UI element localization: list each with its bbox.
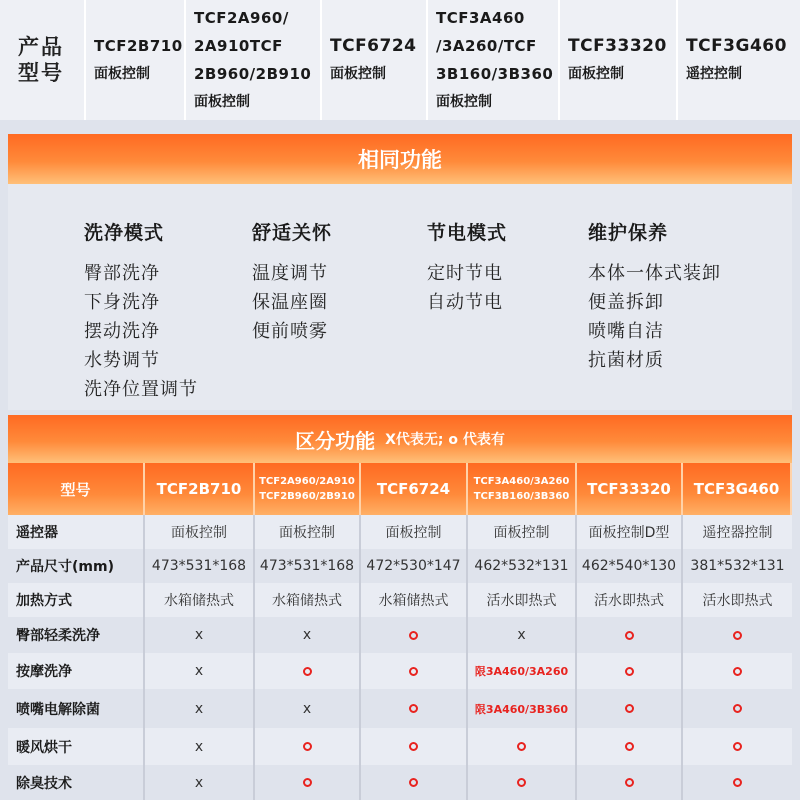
x-no-icon: x	[302, 627, 312, 643]
feature-yes-cell	[577, 728, 683, 765]
circle-yes-icon	[409, 667, 418, 676]
value-cell: 面板控制	[468, 515, 577, 549]
circle-yes-icon	[625, 704, 634, 713]
feature-yes-cell	[683, 689, 792, 728]
value-cell: 462*532*131	[468, 549, 577, 583]
circle-yes-icon	[409, 704, 418, 713]
limited-note: 限3A460/3B360	[474, 702, 569, 716]
feature-yes-cell	[577, 653, 683, 689]
value-cell: 活水即热式	[577, 583, 683, 617]
x-no-icon: x	[194, 663, 204, 679]
model-name: /3A260/TCF	[436, 37, 537, 55]
feature-yes-cell	[683, 728, 792, 765]
group-item: 下身洗净	[84, 292, 160, 313]
group-item: 水势调节	[84, 350, 160, 371]
value-cell: 活水即热式	[702, 593, 773, 609]
label-line-1: 产品	[18, 35, 64, 59]
row-label: 遥控器	[8, 515, 145, 549]
model-control: 面板控制	[94, 66, 150, 82]
feature-yes-cell	[361, 765, 468, 800]
feature-no-cell	[145, 728, 255, 765]
comparison-row	[8, 689, 792, 728]
group-power-save	[427, 218, 507, 317]
product-model-label	[0, 0, 84, 120]
model-name: TCF3G460	[686, 36, 787, 56]
group-item: 自动节电	[427, 292, 503, 313]
model-name: 2B960/2B910	[194, 65, 312, 83]
comparison-header-row	[8, 463, 792, 515]
same-functions-panel	[8, 184, 792, 410]
row-label: 加热方式	[8, 583, 145, 617]
group-item: 温度调节	[252, 263, 328, 284]
group-item: 本体一体式装卸	[588, 263, 721, 284]
model-col-3	[320, 0, 426, 120]
circle-yes-icon	[303, 667, 312, 676]
circle-yes-icon	[625, 631, 634, 640]
circle-yes-icon	[733, 742, 742, 751]
same-functions-title: 相同功能	[358, 148, 442, 172]
value-cell: 381*532*131	[690, 558, 785, 574]
group-wash-mode	[84, 218, 198, 404]
x-no-icon: x	[302, 700, 312, 717]
circle-yes-icon	[733, 631, 742, 640]
header-model-cell	[468, 463, 577, 515]
header-model-cell	[145, 463, 255, 515]
model-name: TCF3A460	[436, 9, 525, 27]
header-model-text: TCF2A960/2A910	[259, 476, 355, 487]
value-cell: 水箱储热式	[145, 583, 255, 617]
feature-yes-cell	[468, 765, 577, 800]
circle-yes-icon	[303, 742, 312, 751]
value-cell: 水箱储热式	[361, 583, 468, 617]
legend-note: X代表无; o 代表有	[385, 432, 505, 448]
feature-yes-cell	[683, 653, 792, 689]
model-name: TCF2A960/	[194, 9, 289, 27]
model-name: TCF6724	[330, 36, 417, 56]
model-control: 面板控制	[330, 66, 386, 82]
circle-yes-icon	[517, 742, 526, 751]
feature-yes-cell	[255, 653, 361, 689]
model-col-6	[676, 0, 800, 120]
group-head: 维护保养	[588, 222, 669, 244]
feature-no-cell	[468, 617, 577, 653]
feature-yes-cell	[683, 765, 792, 800]
value-cell: 462*540*130	[577, 549, 683, 583]
feature-limited-cell	[468, 653, 577, 689]
header-model-text: TCF3G460	[693, 480, 780, 498]
limited-note: 限3A460/3A260	[474, 665, 569, 678]
circle-yes-icon	[625, 742, 634, 751]
feature-no-cell	[145, 689, 255, 728]
feature-yes-cell	[577, 765, 683, 800]
comparison-row	[8, 515, 792, 549]
circle-yes-icon	[733, 667, 742, 676]
comparison-row	[8, 765, 792, 800]
value-cell: 472*530*147	[361, 549, 468, 583]
header-model-cell	[361, 463, 468, 515]
label-line-2: 型号	[18, 61, 64, 85]
value-cell: 473*531*168	[255, 549, 361, 583]
product-model-header	[0, 0, 800, 120]
group-item: 便盖拆卸	[588, 292, 664, 313]
feature-yes-cell	[255, 765, 361, 800]
group-item: 摆动洗净	[84, 321, 160, 342]
feature-yes-cell	[577, 689, 683, 728]
diff-functions-title: 区分功能	[295, 428, 376, 453]
model-control: 面板控制	[436, 94, 492, 110]
model-control: 遥控控制	[686, 66, 742, 82]
value-cell: 面板控制	[255, 515, 361, 549]
row-label: 产品尺寸(mm)	[8, 549, 145, 583]
feature-yes-cell	[361, 728, 468, 765]
circle-yes-icon	[733, 778, 742, 787]
header-model-text: TCF2B710	[156, 480, 242, 498]
row-label: 喷嘴电解除菌	[8, 689, 145, 728]
circle-yes-icon	[303, 778, 312, 787]
circle-yes-icon	[625, 667, 634, 676]
value-cell: 面板控制	[145, 515, 255, 549]
group-maintenance	[588, 218, 721, 375]
group-head: 节电模式	[427, 222, 508, 244]
value-cell: 水箱储热式	[255, 583, 361, 617]
circle-yes-icon	[625, 778, 634, 787]
feature-yes-cell	[683, 617, 792, 653]
feature-limited-cell	[468, 689, 577, 728]
group-head: 舒适关怀	[252, 222, 333, 244]
value-cell: 遥控器控制	[702, 525, 773, 541]
group-item: 定时节电	[427, 263, 503, 284]
feature-yes-cell	[361, 689, 468, 728]
feature-no-cell	[145, 765, 255, 800]
row-label: 臀部轻柔洗净	[8, 617, 145, 653]
feature-yes-cell	[255, 728, 361, 765]
feature-yes-cell	[468, 728, 577, 765]
circle-yes-icon	[517, 778, 526, 787]
header-model-text: TCF6724	[376, 480, 451, 498]
model-name: 3B160/3B360	[436, 65, 554, 83]
feature-no-cell	[145, 653, 255, 689]
row-label: 暖风烘干	[8, 728, 145, 765]
group-item: 便前喷雾	[252, 321, 328, 342]
header-model-cell	[683, 463, 792, 515]
diff-functions-title-bar	[8, 415, 792, 463]
model-col-1	[84, 0, 184, 120]
feature-yes-cell	[361, 617, 468, 653]
circle-yes-icon	[409, 631, 418, 640]
value-cell: 活水即热式	[468, 583, 577, 617]
model-name: 2A910TCF	[194, 37, 283, 55]
x-no-icon: x	[194, 774, 204, 791]
group-item: 抗菌材质	[588, 350, 664, 371]
same-functions-title-bar	[8, 134, 792, 184]
x-no-icon: x	[194, 738, 204, 755]
circle-yes-icon	[409, 778, 418, 787]
model-col-2	[184, 0, 320, 120]
model-col-4	[426, 0, 558, 120]
group-item: 臀部洗净	[84, 263, 160, 284]
comparison-row	[8, 653, 792, 689]
comparison-row	[8, 617, 792, 653]
value-cell: 473*531*168	[145, 549, 255, 583]
header-model-cell	[577, 463, 683, 515]
model-name: TCF33320	[568, 36, 667, 56]
header-model-text: TCF2B960/2B910	[259, 491, 355, 502]
header-model-text: TCF33320	[587, 480, 671, 498]
header-model-cell	[255, 463, 361, 515]
circle-yes-icon	[409, 742, 418, 751]
comparison-row	[8, 728, 792, 765]
row-label: 除臭技术	[8, 765, 145, 800]
feature-yes-cell	[577, 617, 683, 653]
feature-no-cell	[145, 617, 255, 653]
value-cell: 面板控制	[361, 515, 468, 549]
feature-yes-cell	[361, 653, 468, 689]
feature-no-cell	[255, 689, 361, 728]
x-no-icon: x	[194, 627, 204, 643]
model-control: 面板控制	[194, 94, 250, 110]
model-col-5	[558, 0, 676, 120]
group-item: 洗净位置调节	[84, 379, 198, 400]
header-model-text: TCF3A460/3A260	[473, 476, 570, 487]
group-item: 喷嘴自洁	[588, 321, 664, 342]
feature-no-cell	[255, 617, 361, 653]
header-model-text: TCF3B160/3B360	[473, 491, 570, 502]
model-name: TCF2B710	[94, 37, 183, 55]
comparison-row	[8, 549, 792, 583]
group-item: 保温座圈	[252, 292, 328, 313]
value-cell: 面板控制D型	[577, 515, 683, 549]
group-head: 洗净模式	[84, 222, 165, 244]
row-label: 按摩洗净	[8, 653, 145, 689]
circle-yes-icon	[733, 704, 742, 713]
group-comfort	[252, 218, 332, 346]
header-model-label: 型号	[8, 463, 145, 515]
x-no-icon: x	[194, 700, 204, 717]
x-no-icon: x	[517, 627, 526, 643]
model-control: 面板控制	[568, 66, 624, 82]
comparison-row	[8, 583, 792, 617]
